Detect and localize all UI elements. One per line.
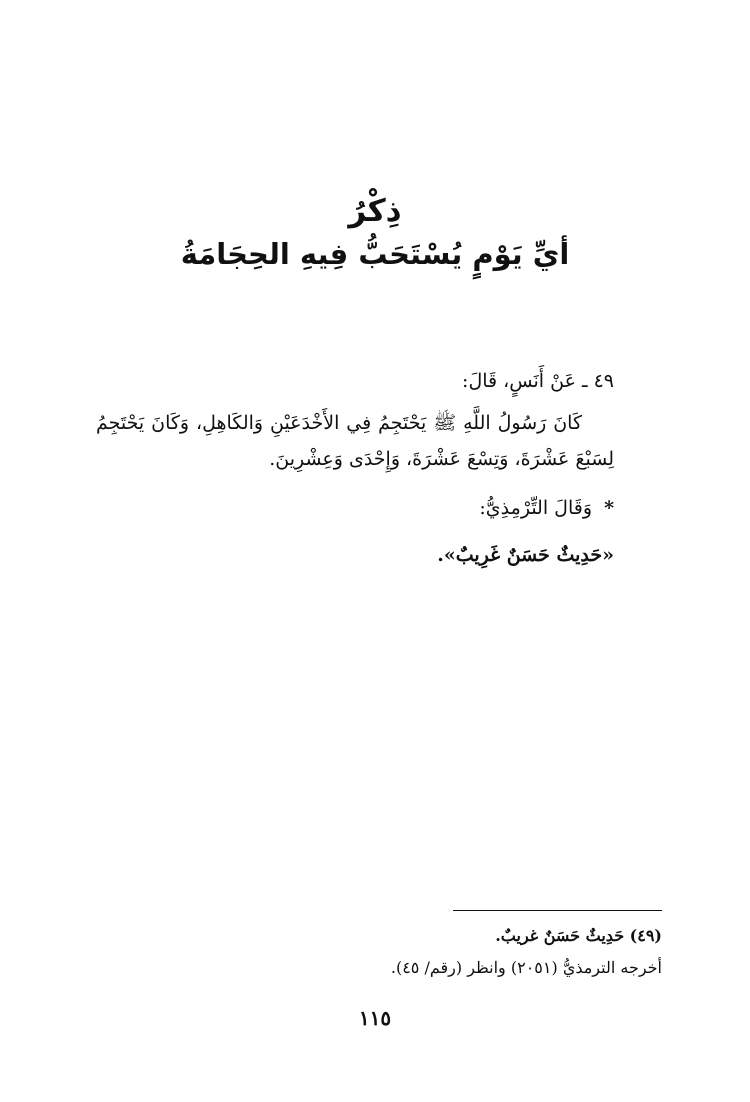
chapter-title-line1: ذِكْرُ <box>348 193 402 229</box>
footnotes <box>300 920 662 984</box>
footnote-source: أخرجه الترمذيُّ (٢٠٥١) وانظر (رقم/ ٤٥). <box>390 958 662 977</box>
footnote-grade: (٤٩) حَدِيثٌ حَسَنٌ غريبٌ. <box>495 926 662 945</box>
asterisk-marker: * <box>604 497 614 519</box>
chapter-title-line2: أيِّ يَوْمٍ يُسْتَحَبُّ فِيهِ الحِجَامَةُ <box>180 237 570 271</box>
hadith-intro: ٤٩ ـ عَنْ أَنَسٍ، قَالَ: <box>462 370 614 392</box>
tirmidhi-remark <box>96 490 614 526</box>
hadith-body: كَانَ رَسُولُ اللَّهِ ﷺ يَحْتَجِمُ فِي الأَخْدَعَيْنِ وَالكَاهِلِ، وَكَانَ يَحْتَجِمُ لِسَبْعَ عَشْرَةَ، وَتِسْعَ عَشْرَةَ، وَإِحْدَى وَعِشْرِينَ. <box>96 412 614 470</box>
hadith-text <box>96 405 614 477</box>
hadith-grade: «حَدِيثٌ حَسَنٌ غَرِيبٌ». <box>437 544 614 566</box>
page-number: ١١٥ <box>358 1006 392 1030</box>
tirmidhi-said: وَقَالَ التِّرْمِذِيُّ: <box>479 497 593 519</box>
footnote-divider <box>453 910 662 911</box>
chapter-heading <box>0 190 750 276</box>
